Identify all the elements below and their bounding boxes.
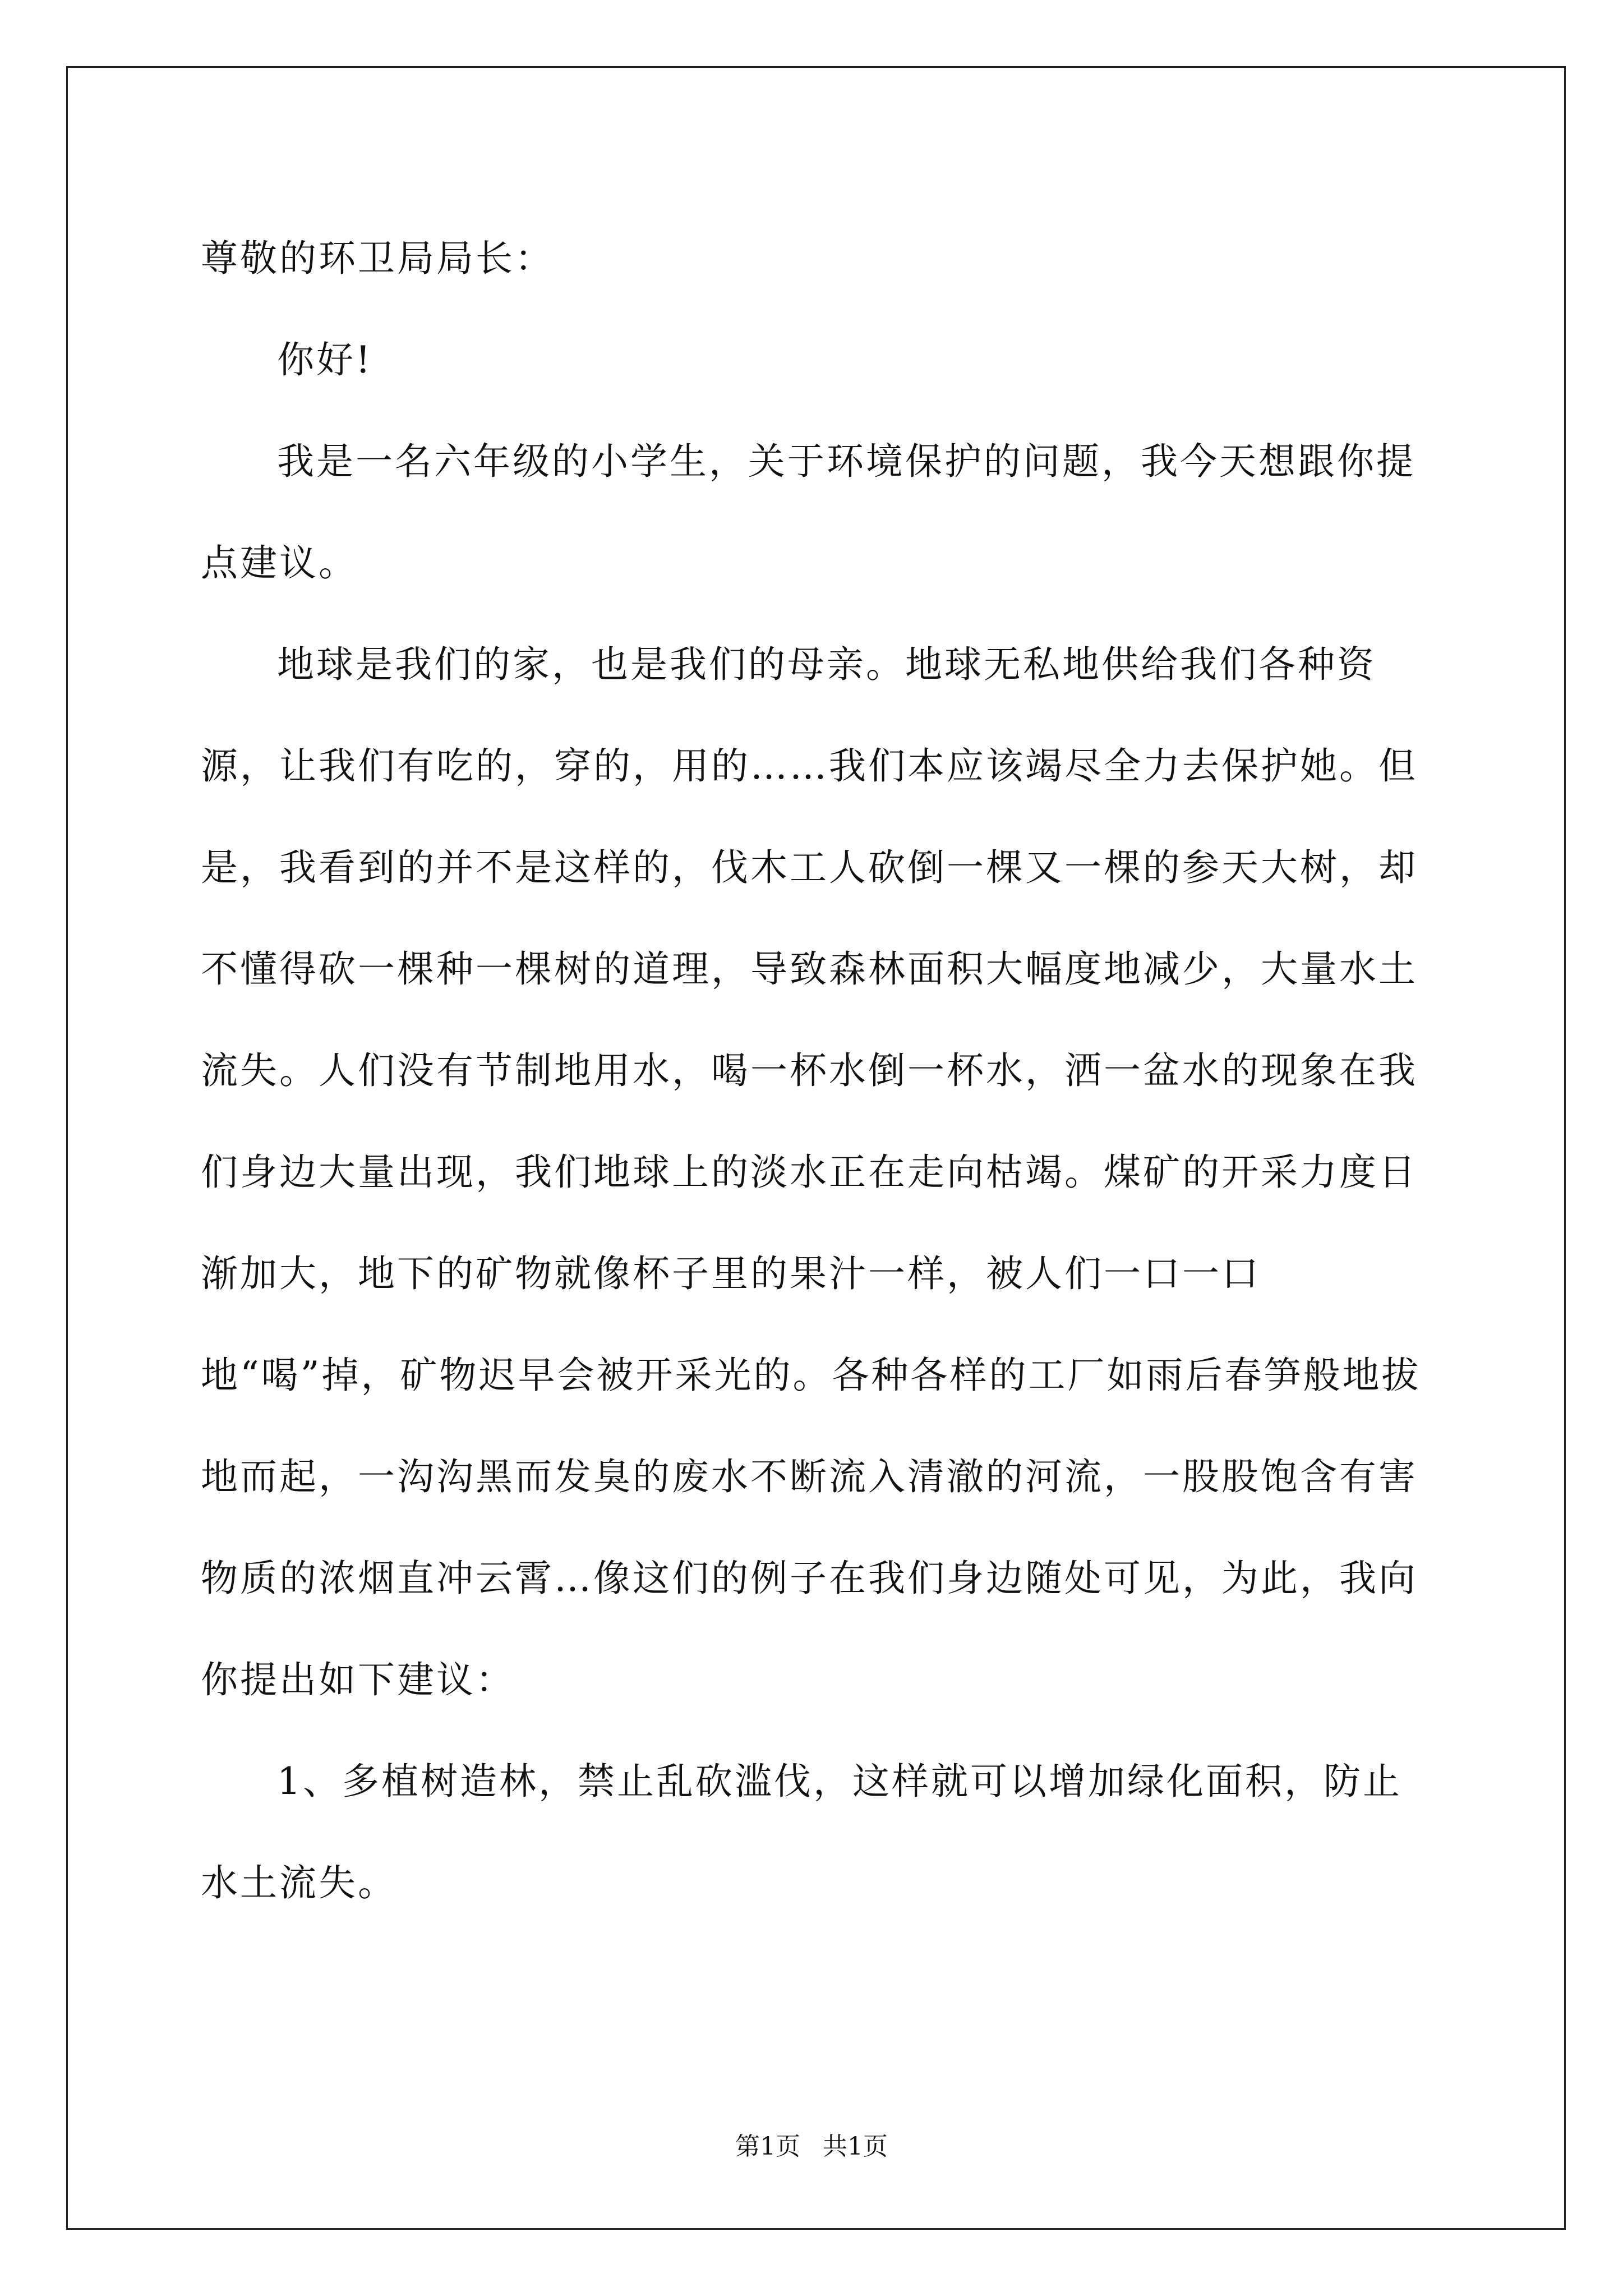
page-number: 第1页 — [735, 2132, 800, 2161]
letter-body — [201, 208, 1435, 1934]
page-footer — [0, 2126, 1623, 2162]
salutation: 尊敬的环卫局局长： — [201, 237, 554, 280]
paragraph-intro: 我是一名六年级的小学生，关于环境保护的问题，我今天想跟你提点建议。 — [201, 440, 1415, 585]
paragraph-problems: 地球是我们的家，也是我们的母亲。地球无私地供给我们各种资源，让我们有吃的，穿的，用的……我们本应该竭尽全力去保护她。但是，我看到的并不是这样的，伐木工人砍倒一棵又一棵的参天大树，却不懂得砍一棵种一棵树的道理，导致森林面积大幅度地减少，大量水土流失。人们没有节制地用水，喝一杯水倒一杯水，洒一盆水的现象在我们身边大量出现，我们地球上的淡水正在走向枯竭。煤矿的开采力度日渐加大，地下的矿物就像杯子里的果汁一样，被人们一口一口地“喝”掉，矿物迟早会被开采光的。各种各样的工厂如雨后春笋般地拔地而起，一沟沟黑而发臭的废水不断流入清澈的河流，一股股饱含有害物质的浓烟直冲云霄…像这们的例子在我们身边随处可见，为此，我向你提出如下建议： — [201, 643, 1421, 1701]
greeting: 你好! — [277, 338, 373, 381]
paragraph-suggestion-1: 1、多植树造林，禁止乱砍滥伐，这样就可以增加绿化面积，防止水土流失。 — [201, 1760, 1402, 1904]
page-count: 共1页 — [823, 2132, 888, 2161]
